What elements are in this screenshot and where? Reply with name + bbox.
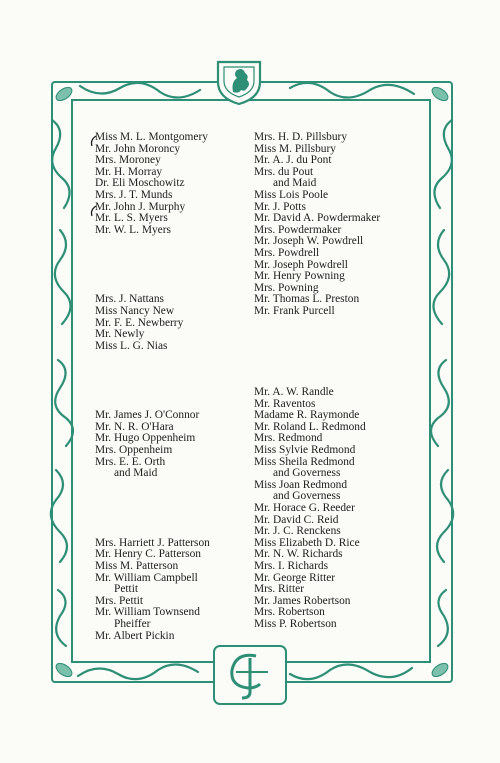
passenger-entry: Mr. Frank Purcell [254, 304, 335, 317]
monogram-icon [210, 642, 290, 708]
passenger-entry: Mrs. Moroney [95, 154, 161, 167]
passenger-entry: Mrs. Oppenheim [95, 444, 173, 457]
passenger-entry: Mr. James Robertson [254, 594, 351, 607]
passenger-entry: Pettit [114, 583, 139, 596]
passenger-entry: and Governess [273, 467, 341, 480]
passenger-entry: Mrs. du Pout [254, 165, 314, 178]
passenger-entry: Miss Sylvie Redmond [254, 444, 356, 457]
passenger-entry: Mrs. Harriett J. Patterson [95, 536, 210, 549]
passenger-entry: Mr. J. C. Renckens [254, 525, 341, 538]
passenger-entry: Mr. Henry Powning [254, 270, 345, 283]
passenger-entry: Mr. Newly [95, 328, 145, 341]
passenger-entry: Mr. Joseph Powdrell [254, 258, 348, 271]
passenger-entry: Mrs. I. Richards [254, 559, 329, 572]
passenger-entry: Miss L. G. Nias [95, 339, 168, 352]
spacer [95, 515, 245, 527]
spacer [254, 352, 419, 364]
spacer [95, 503, 245, 515]
spacer [95, 248, 245, 260]
passenger-entry: Mr. N. R. O'Hara [95, 420, 174, 433]
passenger-entry: Mr. N. W. Richards [254, 548, 343, 561]
passenger-entry: Mr. George Ritter [254, 571, 336, 584]
spacer [95, 375, 245, 387]
spacer [254, 364, 419, 376]
passenger-entry: Mr. W. L. Myers [95, 223, 171, 236]
passenger-entry: Dr. Eli Moschowitz [95, 177, 185, 190]
passenger-entry: Mr. F. E. Newberry [95, 316, 184, 329]
passenger-entry: Mr. J. Potts [254, 200, 306, 213]
passenger-entry: Pheiffer [114, 617, 151, 630]
spacer [95, 480, 245, 492]
passenger-entry: Mr. A. W. Randle [254, 386, 334, 399]
passenger-entry: Mrs. Ritter [254, 583, 304, 596]
passenger-entry: Mr. David A. Powdermaker [254, 212, 381, 225]
passenger-entry: Mr. Joseph W. Powdrell [254, 235, 364, 248]
spacer [254, 318, 419, 330]
passenger-entry: Mrs. Powdrell [254, 246, 320, 259]
passenger-entry: Mrs. E. E. Orth [95, 455, 166, 468]
passenger-entry: Mr. John Moroncy [95, 142, 181, 155]
passenger-entry: Mr. William Townsend [95, 606, 200, 619]
passenger-entry: and Maid [114, 467, 158, 480]
passenger-entry: Miss Sheila Redmond [254, 455, 355, 468]
passenger-entry: Mrs. J. T. Munds [95, 188, 173, 201]
spacer [95, 236, 245, 248]
spacer [254, 329, 419, 341]
crest-emblem-icon [212, 58, 266, 106]
passenger-entry: Mr. John J. Murphy [95, 200, 186, 213]
passenger-entry: Mrs. J. Nattans [95, 293, 164, 306]
passenger-entry: Mr. David C. Reid [254, 513, 339, 526]
passenger-entry: Mr. Raventos [254, 397, 316, 410]
passenger-entry: Madame R. Raymonde [254, 409, 360, 422]
passenger-column-right [254, 132, 419, 631]
passenger-entry: Mr. Albert Pickin [95, 629, 175, 642]
passenger-entry: Miss Lois Poole [254, 188, 329, 201]
passenger-entry: Mrs. Powdermaker [254, 223, 342, 236]
spacer [254, 341, 419, 353]
passenger-entry: Mr. Thomas L. Preston [254, 293, 360, 306]
passenger-entry: Mr. Roland L. Redmond [254, 420, 366, 433]
passenger-entry: Mrs. H. D. Pillsbury [254, 131, 348, 143]
passenger-entry: Miss M. L. Montgomery [95, 131, 208, 143]
passenger-entry: Mrs. Robertson [254, 606, 325, 619]
passenger-entry: Mr. Henry C. Patterson [95, 548, 201, 561]
spacer [95, 260, 245, 272]
passenger-entry: Miss M. Patterson [95, 559, 179, 572]
passenger-entry: Mr. H. Morray [95, 165, 163, 178]
passenger-entry: Miss Joan Redmond [254, 478, 348, 491]
passenger-entry: and Governess [273, 490, 341, 503]
passenger-entry: Mrs. Pettit [95, 594, 144, 607]
passenger-entry: Mrs. Powning [254, 281, 319, 294]
passenger-entry: Mr. Hugo Oppenheim [95, 432, 196, 445]
spacer [95, 491, 245, 503]
passenger-entry: Miss Nancy New [95, 304, 175, 317]
passenger-entry: Miss M. Pillsbury [254, 142, 336, 155]
passenger-entry: Mr. L. S. Myers [95, 212, 168, 225]
spacer [95, 364, 245, 376]
passenger-entry: Mr. A. J. du Pont [254, 154, 332, 167]
spacer [95, 271, 245, 283]
spacer [95, 352, 245, 364]
spacer [95, 387, 245, 399]
passenger-entry: Miss Elizabeth D. Rice [254, 536, 360, 549]
passenger-entry: Mr. Horace G. Reeder [254, 502, 355, 514]
passenger-entry: and Maid [273, 177, 317, 190]
passenger-entry: Mr. William Campbell [95, 571, 198, 584]
passenger-entry: Miss P. Robertson [254, 617, 337, 630]
passenger-entry: Mr. James J. O'Connor [95, 409, 200, 422]
passenger-entry: Mrs. Redmond [254, 432, 323, 445]
passenger-column-left [95, 132, 245, 642]
